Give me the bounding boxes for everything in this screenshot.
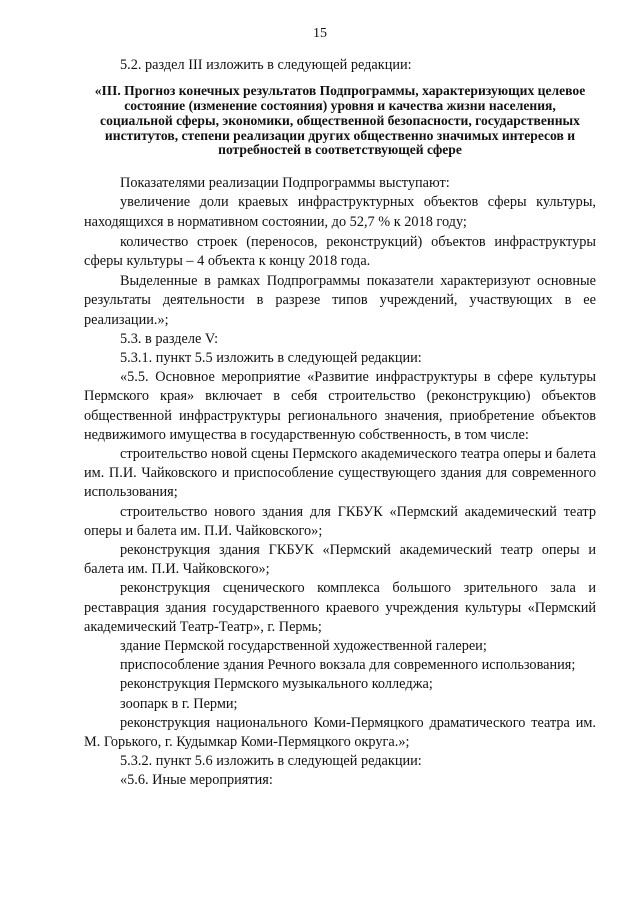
list-item-art-gallery: здание Пермской государственной художественной галереи; (120, 638, 487, 655)
paragraph-5-3-2: 5.3.2. пункт 5.6 изложить в следующей редакции: (120, 753, 422, 770)
paragraph-indicator-2: количество строек (переносов, реконструкций) объектов инфраструктуры сферы культуры – 4 объекта к концу 2018 года. (84, 233, 596, 269)
document-body (84, 56, 596, 791)
paragraph-5-3-1: 5.3.1. пункт 5.5 изложить в следующей редакции: (120, 350, 422, 367)
paragraph-indicators-intro: Показателями реализации Подпрограммы выступают: (120, 175, 450, 192)
list-item-opera-new-stage: строительство новой сцены Пермского академического театра оперы и балета им. П.И. Чайковского и приспособление существующего здания для современного использования; (84, 446, 596, 501)
paragraph-5-6: «5.6. Иные мероприятия: (120, 772, 273, 789)
list-item-zoo: зоопарк в г. Перми; (120, 695, 238, 712)
section-heading: «III. Прогноз конечных результатов Подпрограммы, характеризующих целевое состояние (изменение состояния) уровня и качества жизни населения, социальной сферы, экономики, общественной безопасности, государственных институтов, степени реализации других общественно значимых интересов и потребностей в соответствующей сфере (94, 83, 586, 158)
spacer (84, 158, 596, 174)
list-item-teatr-teatr: реконструкция сценического комплекса большого зрительного зала и реставрация здания государственного краевого учреждения культуры «Пермский академический Театр-Театр», г. Пермь; (84, 580, 596, 635)
list-item-music-college: реконструкция Пермского музыкального колледжа; (120, 676, 433, 693)
paragraph-5-5: «5.5. Основное мероприятие «Развитие инфраструктуры в сфере культуры Пермского края» включает в себя строительство (реконструкцию) объектов общественной инфраструктуры регионального значения, приобретение объектов недвижимого имущества в государственную собственность, в том числе: (84, 369, 596, 443)
paragraph-5-2: 5.2. раздел III изложить в следующей редакции: (120, 57, 412, 73)
list-item-opera-reconstruction: реконструкция здания ГКБУК «Пермский академический театр оперы и балета им. П.И. Чайковского»; (84, 542, 596, 578)
paragraph-5-3: 5.3. в разделе V: (120, 330, 219, 347)
paragraph-indicators-summary: Выделенные в рамках Подпрограммы показатели характеризуют основные результаты деятельности в разрезе типов учреждений, участвующих в ее реализации.»; (84, 273, 596, 328)
list-item-opera-new-building: строительство нового здания для ГКБУК «Пермский академический театр оперы и балета им. П.И. Чайковского»; (84, 503, 596, 539)
paragraph-indicator-1: увеличение доли краевых инфраструктурных объектов сферы культуры, находящихся в нормативном состоянии, до 52,7 % к 2018 году; (84, 194, 596, 230)
page-number: 15 (313, 26, 327, 41)
list-item-river-station: приспособление здания Речного вокзала для современного использования; (120, 657, 576, 674)
list-item-komi-theatre: реконструкция национального Коми-Пермяцкого драматического театра им. М. Горького, г. Кудымкар Коми-Пермяцкого округа.»; (84, 714, 596, 751)
